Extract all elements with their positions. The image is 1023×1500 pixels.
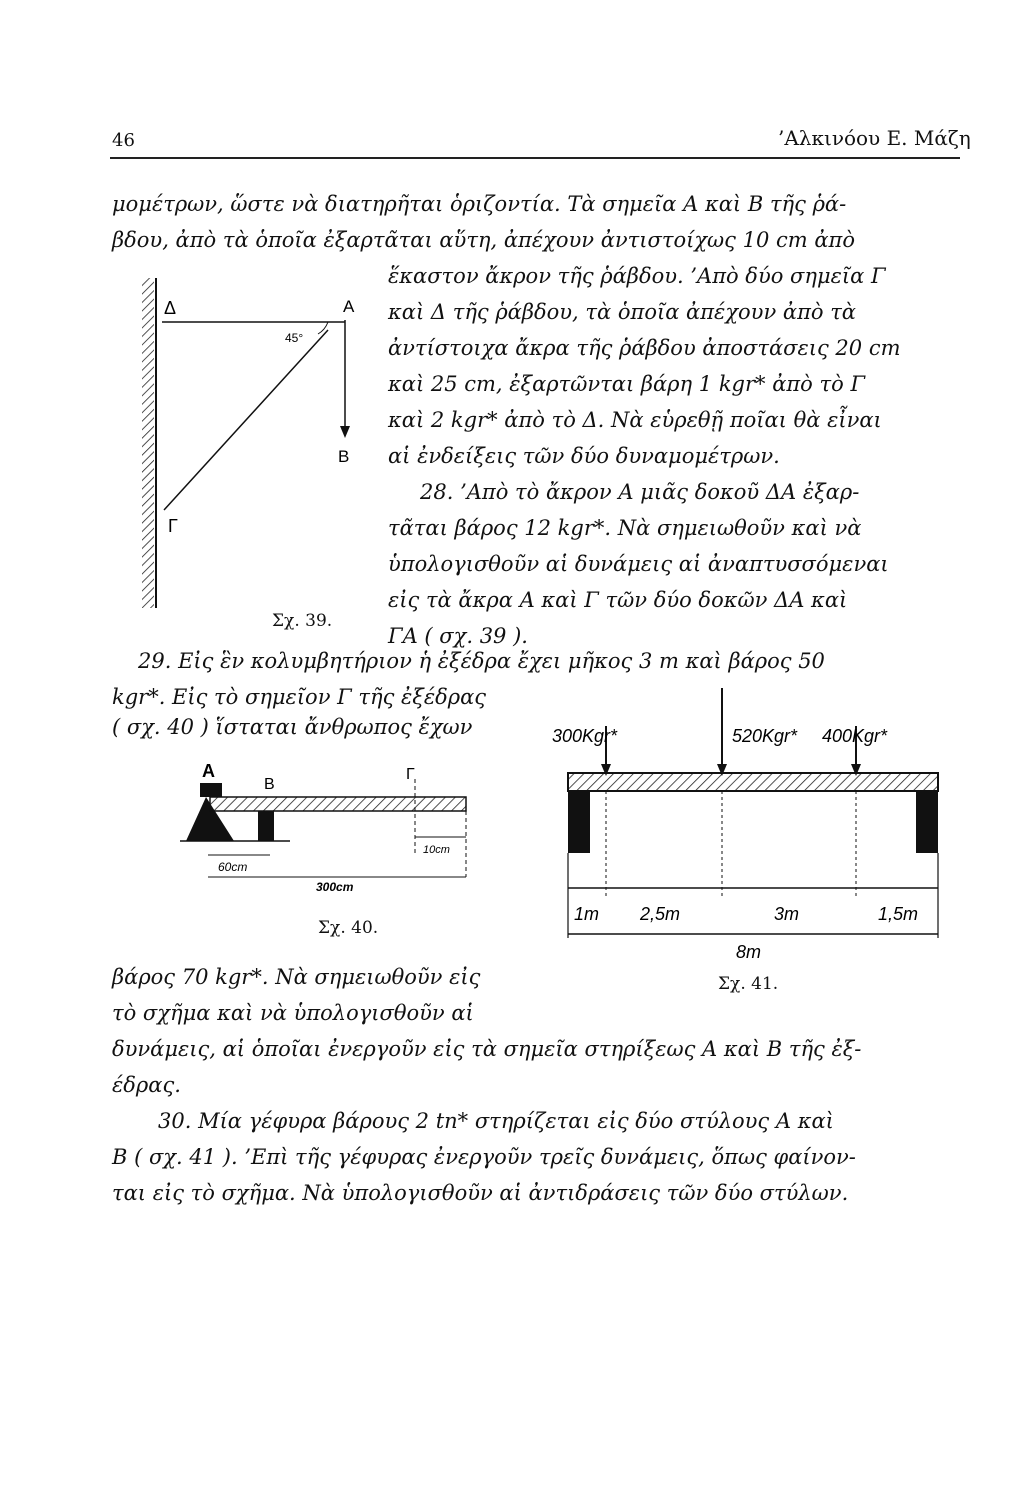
- intro-line: καὶ Δ τῆς ῥάβδου, τὰ ὁποῖα ἀπέχουν ἀπὸ τὰ: [388, 300, 856, 324]
- intro-line: αἱ ἐνδείξεις τῶν δύο δυναμομέτρων.: [388, 444, 780, 468]
- intro-line: καὶ 25 cm, ἐξαρτῶνται βάρη 1 kgr* ἀπὸ τὸ Γ: [388, 372, 866, 396]
- platform-board: [210, 797, 466, 811]
- running-title: ’Αλκινόου Ε. Μάζη: [778, 126, 971, 150]
- problem-28-line: εἰς τὰ ἄκρα Α καὶ Γ τῶν δύο δοκῶν ΔΑ καὶ: [388, 588, 848, 612]
- force-2-label: 520Kgr*: [732, 726, 798, 746]
- label-delta: Δ: [164, 298, 177, 318]
- pillar-b: [916, 791, 938, 853]
- figure-39: [140, 270, 380, 630]
- problem-29-line: kgr*. Εἰς τὸ σημεῖον Γ τῆς ἐξέδρας: [112, 685, 487, 709]
- page-number: 46: [112, 130, 135, 151]
- problem-28-line: τᾶται βάρος 12 kgr*. Νὰ σημειωθοῦν καὶ νὰ: [388, 516, 862, 540]
- problem-30-line: 30. Μία γέφυρα βάρους 2 tn* στηρίζεται εἰς δύο στύλους Α καὶ: [158, 1109, 834, 1133]
- strut-ga: [164, 330, 328, 510]
- label-gamma: Γ: [168, 516, 178, 536]
- problem-29-line: βάρος 70 kgr*. Νὰ σημειωθοῦν εἰς: [112, 965, 481, 989]
- fig41-caption: Σχ. 41.: [718, 974, 779, 994]
- dim-1-5m: 1,5m: [878, 904, 919, 924]
- label-b: Β: [264, 776, 275, 793]
- intro-line: καὶ 2 kgr* ἀπὸ τὸ Δ. Νὰ εὑρεθῇ ποῖαι θὰ εἶναι: [388, 408, 882, 432]
- label-b: Β: [338, 447, 350, 466]
- pillar-a: [568, 791, 590, 853]
- force-3-label: 400Kgr*: [822, 726, 888, 746]
- intro-line: βδου, ἀπὸ τὰ ὁποῖα ἐξαρτᾶται αὕτη, ἀπέχουν ἀντιστοίχως 10 cm ἀπὸ: [112, 228, 855, 252]
- support-b-post: [258, 811, 274, 841]
- dim-300-label: 300cm: [316, 880, 354, 894]
- wall-hatch: [142, 278, 154, 608]
- label-a: Α: [202, 761, 215, 781]
- bridge-deck: [568, 773, 938, 791]
- intro-line: ἀντίστοιχα ἄκρα τῆς ῥάβδου ἀποστάσεις 20 cm: [388, 336, 901, 360]
- problem-29-line: έδρας.: [112, 1073, 181, 1097]
- figure-41: [552, 688, 960, 962]
- problem-28-line: 28. ’Απὸ τὸ ἄκρον Α μιᾶς δοκοῦ ΔΑ ἐξαρ-: [420, 480, 860, 504]
- fig39-caption: Σχ. 39.: [272, 611, 333, 631]
- problem-28-line: ΓΑ ( σχ. 39 ).: [388, 624, 528, 648]
- fig40-caption: Σχ. 40.: [318, 918, 379, 938]
- problem-30-line: ται εἰς τὸ σχῆμα. Νὰ ὑπολογισθοῦν αἱ ἀντιδράσεις τῶν δύο στύλων.: [112, 1181, 849, 1205]
- problem-28-line: ὑπολογισθοῦν αἱ δυνάμεις αἱ ἀναπτυσσόμεναι: [388, 552, 889, 576]
- angle-label: 45°: [285, 331, 304, 345]
- dim-60-label: 60cm: [218, 860, 248, 874]
- problem-29-line: ( σχ. 40 ) ἵσταται ἄνθρωπος ἔχων: [112, 715, 473, 739]
- dim-3m: 3m: [774, 904, 800, 924]
- header-rule: [110, 157, 960, 159]
- intro-line: ἕκαστον ἄκρον τῆς ῥάβδου. ’Απὸ δύο σημεῖα Γ: [388, 264, 886, 288]
- dim-2-5m: 2,5m: [640, 904, 681, 924]
- dim-total: 8m: [736, 942, 762, 962]
- arrow-head: [340, 426, 350, 438]
- problem-29-line: 29. Εἰς ἓν κολυμβητήριον ἡ ἐξέδρα ἔχει μῆκος 3 m καὶ βάρος 50: [138, 649, 825, 673]
- problem-30-line: Β ( σχ. 41 ). ’Επὶ τῆς γέφυρας ἐνεργοῦν τρεῖς δυνάμεις, ὅπως φαίνον-: [112, 1145, 856, 1169]
- dim-1m: 1m: [574, 904, 600, 924]
- label-gamma: Γ: [406, 766, 415, 783]
- force-1-label: 300Kgr*: [552, 726, 618, 746]
- dim-10-label: 10cm: [423, 844, 450, 856]
- problem-29-line: δυνάμεις, αἱ ὁποῖαι ἐνεργοῦν εἰς τὰ σημεῖα στηρίξεως Α καὶ Β τῆς ἐξ-: [112, 1037, 862, 1061]
- support-a-block: [200, 783, 222, 797]
- figure-40: [180, 761, 480, 905]
- label-a: Α: [343, 297, 355, 316]
- problem-29-line: τὸ σχῆμα καὶ νὰ ὑπολογισθοῦν αἱ: [112, 1001, 474, 1025]
- intro-line: μομέτρων, ὥστε νὰ διατηρῆται ὁριζοντία. Τὰ σημεῖα Α καὶ Β τῆς ῥά-: [112, 192, 847, 216]
